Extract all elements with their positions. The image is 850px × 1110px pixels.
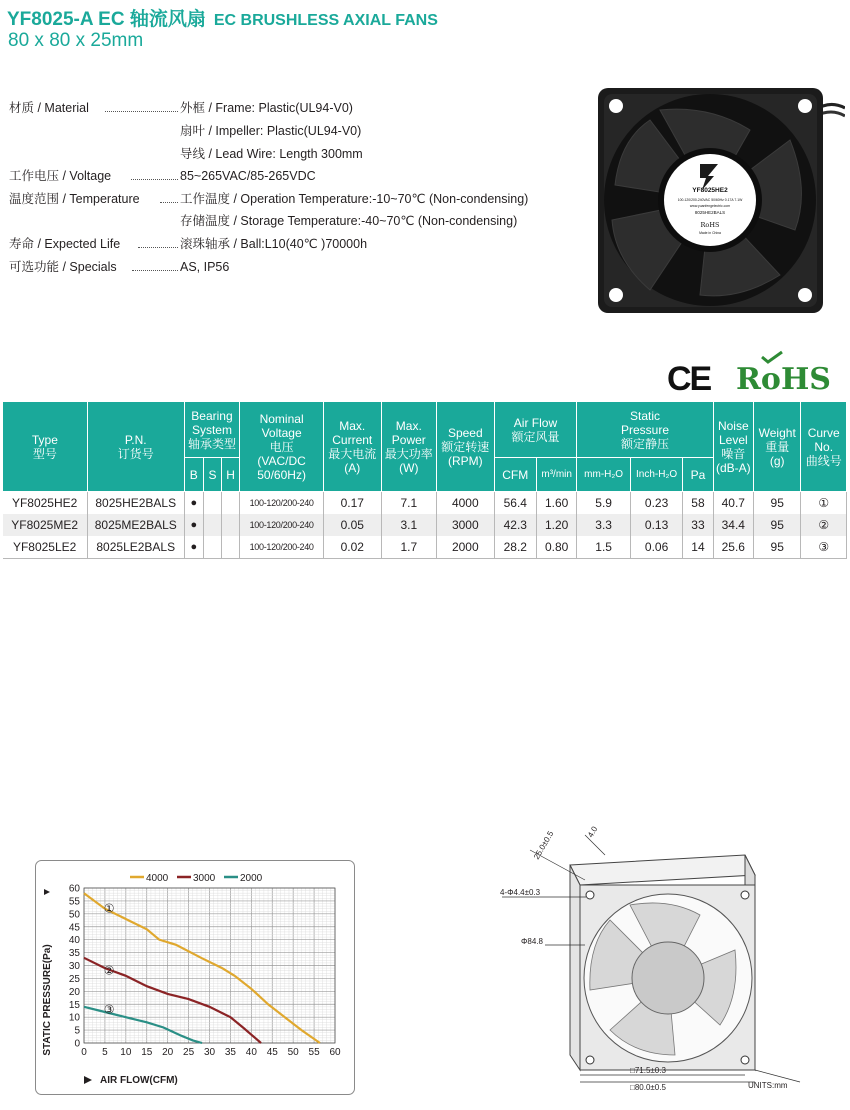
spec-value: AS, IP56	[180, 260, 230, 274]
y-tick-label: 20	[68, 986, 80, 998]
x-tick-label: 10	[120, 1047, 132, 1058]
y-tick-label: 35	[68, 948, 80, 960]
table-row	[3, 514, 847, 536]
x-tick-label: 60	[329, 1047, 341, 1058]
cell-bearing-s	[203, 514, 221, 536]
col-power: Max. Power 最大功率 (W)	[381, 402, 437, 492]
col-curve: Curve No. 曲线号	[801, 402, 847, 492]
x-tick-label: 55	[308, 1047, 320, 1058]
cell-current: 0.02	[324, 536, 382, 559]
spec-value: 存储温度 / Storage Temperature:-40~70℃ (Non-condensing)	[180, 214, 518, 228]
spec-value: 导线 / Lead Wire: Length 300mm	[180, 147, 363, 161]
cell-noise: 34.4	[713, 514, 753, 536]
page-subtitle: 80 x 80 x 25mm	[8, 30, 144, 51]
title-english: EC BRUSHLESS AXIAL FANS	[213, 12, 438, 29]
cell-cfm: 42.3	[494, 514, 536, 536]
cell-cfm: 56.4	[494, 492, 536, 515]
col-cmm: m³/min	[536, 458, 576, 492]
spec-leader	[138, 236, 178, 248]
label-website: www.yuanfengelectric.com	[689, 204, 731, 208]
label-model: YF8025HE2	[692, 187, 728, 194]
cell-pa: 58	[683, 492, 713, 515]
col-speed: Speed 额定转速 (RPM)	[437, 402, 495, 492]
title-model: YF8025-A EC 轴流风扇	[7, 9, 206, 30]
cell-curve: ②	[801, 514, 847, 536]
spec-value: 扇叶 / Impeller: Plastic(UL94-V0)	[180, 124, 362, 138]
curve-label-4000: ①	[103, 901, 115, 916]
x-tick-label: 5	[102, 1047, 108, 1058]
cell-cmm: 1.60	[536, 492, 576, 515]
x-tick-label: 50	[287, 1047, 299, 1058]
y-tick-label: 30	[68, 961, 80, 972]
page-title	[7, 4, 438, 31]
legend-label-3000: 3000	[193, 873, 216, 884]
dim-outer-label: □80.0±0.5	[630, 1083, 666, 1092]
y-tick-label: 60	[68, 883, 80, 895]
cell-mmh2o: 5.9	[577, 492, 631, 515]
spec-leader	[105, 100, 178, 112]
col-bearing: Bearing System 轴承类型	[184, 402, 240, 458]
col-pressure: Static Pressure 额定静压	[577, 402, 713, 458]
cell-noise: 40.7	[713, 492, 753, 515]
x-tick-label: 40	[245, 1047, 257, 1058]
cell-weight: 95	[754, 514, 801, 536]
cell-cmm: 0.80	[536, 536, 576, 559]
x-tick-label: 35	[224, 1047, 236, 1058]
col-bearing-b: B	[184, 458, 203, 492]
dim-dia-label: Φ84.8	[521, 937, 543, 946]
cell-current: 0.05	[324, 514, 382, 536]
col-bearing-s: S	[203, 458, 221, 492]
cell-mmh2o: 1.5	[577, 536, 631, 559]
col-mmh2o: mm-H₂O	[577, 458, 631, 492]
cell-pn: 8025ME2BALS	[87, 514, 184, 536]
dim-depth-label: 25.0±0.5	[531, 829, 556, 861]
cell-voltage: 100-120/200-240	[240, 492, 324, 515]
cell-bearing-b: ●	[184, 492, 203, 515]
spec-value: 外框 / Frame: Plastic(UL94-V0)	[180, 101, 353, 115]
y-axis-label: STATIC PRESSURE(Pa)	[42, 944, 53, 1056]
spec-row-temperature	[9, 191, 609, 207]
cell-inh2o: 0.06	[630, 536, 682, 559]
col-current: Max. Current 最大电流 (A)	[324, 402, 382, 492]
dim-tab-label: 4.0	[585, 824, 600, 839]
spec-leader	[160, 191, 178, 203]
cell-bearing-s	[203, 536, 221, 559]
cell-speed: 2000	[437, 536, 495, 559]
spec-row-storage	[9, 213, 609, 229]
spec-row-lead-wire	[9, 146, 609, 162]
table-row	[3, 492, 847, 515]
spec-label: 寿命 / Expected Life	[9, 237, 121, 251]
cell-current: 0.17	[324, 492, 382, 515]
spec-row-specials	[9, 259, 609, 275]
x-tick-label: 45	[266, 1047, 278, 1058]
col-noise: Noise Level 噪音 (dB-A)	[713, 402, 753, 492]
cell-cfm: 28.2	[494, 536, 536, 559]
y-tick-label: 0	[74, 1038, 80, 1050]
col-pn: P.N. 订货号	[87, 402, 184, 492]
cell-bearing-b: ●	[184, 536, 203, 559]
units-label: UNITS:mm	[748, 1081, 788, 1090]
cell-type: YF8025ME2	[3, 514, 88, 536]
spec-leader	[131, 168, 178, 180]
cell-power: 1.7	[381, 536, 437, 559]
label-rohs: RoHS	[700, 221, 720, 229]
y-tick-label: 25	[68, 973, 80, 985]
cell-power: 3.1	[381, 514, 437, 536]
spec-label: 可选功能 / Specials	[9, 260, 117, 274]
x-tick-label: 15	[141, 1047, 153, 1058]
cell-speed: 4000	[437, 492, 495, 515]
x-tick-label: 30	[203, 1047, 216, 1058]
spec-label: 温度范围 / Temperature	[9, 192, 140, 206]
spec-row-voltage	[9, 168, 609, 184]
spec-value: 滚珠轴承 / Ball:L10(40℃ )70000h	[180, 237, 368, 251]
cell-pn: 8025LE2BALS	[87, 536, 184, 559]
x-tick-label: 25	[183, 1047, 195, 1058]
cell-inh2o: 0.23	[630, 492, 682, 515]
cell-curve: ③	[801, 536, 847, 559]
spec-leader	[132, 259, 178, 271]
label-origin: Made in China	[699, 231, 721, 235]
cell-voltage: 100-120/200-240	[240, 514, 324, 536]
dimension-drawing	[490, 820, 810, 1095]
y-tick-label: 50	[68, 909, 80, 921]
y-tick-label: 10	[68, 1012, 80, 1024]
col-bearing-h: H	[222, 458, 240, 492]
cell-weight: 95	[754, 536, 801, 559]
cell-power: 7.1	[381, 492, 437, 515]
y-tick-label: 5	[74, 1025, 80, 1037]
col-pa: Pa	[683, 458, 713, 492]
cell-type: YF8025HE2	[3, 492, 88, 515]
cell-bearing-h	[222, 514, 240, 536]
spec-value: 85~265VAC/85-265VDC	[180, 169, 316, 183]
cell-voltage: 100-120/200-240	[240, 536, 324, 559]
cell-type: YF8025LE2	[3, 536, 88, 559]
cell-noise: 25.6	[713, 536, 753, 559]
spec-value: 工作温度 / Operation Temperature:-10~70℃ (Non-condensing)	[180, 192, 529, 206]
cell-pn: 8025HE2BALS	[87, 492, 184, 515]
col-type: Type 型号	[3, 402, 88, 492]
curve-label-2000: ③	[103, 1002, 115, 1017]
spec-table	[2, 401, 847, 559]
x-tick-label: 20	[162, 1047, 174, 1058]
cell-curve: ①	[801, 492, 847, 515]
y-tick-label: 15	[68, 999, 80, 1011]
cell-pa: 33	[683, 514, 713, 536]
x-axis-label: AIR FLOW(CFM)	[100, 1075, 178, 1086]
col-cfm: CFM	[494, 458, 536, 492]
cell-bearing-h	[222, 536, 240, 559]
cell-inh2o: 0.13	[630, 514, 682, 536]
cell-cmm: 1.20	[536, 514, 576, 536]
pq-curve-chart	[35, 860, 355, 1095]
x-tick-label: 0	[81, 1047, 87, 1058]
cell-bearing-s	[203, 492, 221, 515]
col-airflow: Air Flow 额定风量	[494, 402, 577, 458]
label-rating: 100-120/200-240VAC 50/60Hz 0.17A 7.1W	[677, 198, 743, 202]
y-tick-label: 55	[68, 896, 80, 908]
ce-mark: CE	[667, 360, 711, 398]
dim-pitch-label: □71.5±0.3	[630, 1066, 666, 1075]
cell-speed: 3000	[437, 514, 495, 536]
spec-row-material	[9, 100, 609, 116]
spec-row-life	[9, 236, 609, 252]
legend-label-4000: 4000	[146, 873, 169, 884]
cell-weight: 95	[754, 492, 801, 515]
col-voltage: Nominal Voltage 电压 (VAC/DC 50/60Hz)	[240, 402, 324, 492]
curve-label-3000: ②	[103, 963, 115, 978]
cell-pa: 14	[683, 536, 713, 559]
spec-row-impeller	[9, 123, 609, 139]
col-inh2o: Inch-H₂O	[630, 458, 682, 492]
dim-hole-label: 4-Φ4.4±0.3	[500, 888, 541, 897]
label-pn: 8025HE2BALS	[694, 210, 726, 215]
y-tick-label: 45	[68, 922, 80, 934]
spec-label: 材质 / Material	[9, 101, 89, 115]
cell-bearing-h	[222, 492, 240, 515]
rohs-mark: RoHS	[736, 362, 831, 397]
col-weight: Weight 重量 (g)	[754, 402, 801, 492]
legend-label-2000: 2000	[240, 873, 263, 884]
cell-bearing-b: ●	[184, 514, 203, 536]
spec-label: 工作电压 / Voltage	[9, 169, 112, 183]
table-row	[3, 536, 847, 559]
cell-mmh2o: 3.3	[577, 514, 631, 536]
fan-product-photo	[590, 80, 845, 335]
y-tick-label: 40	[68, 935, 80, 947]
